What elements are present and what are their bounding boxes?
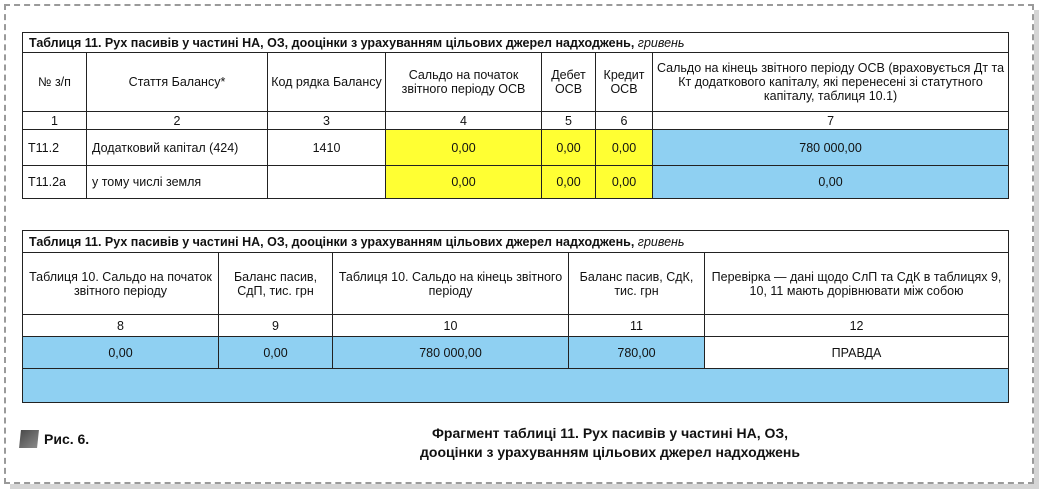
row-id: Т11.2 — [23, 130, 87, 166]
column-number: 4 — [386, 112, 542, 130]
table-row — [23, 337, 1009, 369]
header-cell: Баланс пасив, СдП, тис. грн — [219, 253, 333, 315]
header-cell: Сальдо на початок звітного періоду ОСВ — [386, 53, 542, 112]
credit-cell: 0,00 — [596, 130, 653, 166]
header-cell: Баланс пасив, СдК, тис. грн — [569, 253, 705, 315]
header-cell: № з/п — [23, 53, 87, 112]
closing-balance-cell: 0,00 — [653, 166, 1009, 199]
closing-balance-cell: 780 000,00 — [653, 130, 1009, 166]
opening-balance-cell: 0,00 — [386, 130, 542, 166]
table-row — [23, 130, 1009, 166]
column-number: 10 — [333, 315, 569, 337]
header-cell: Перевірка — дані щодо СлП та СдК в таблицях 9, 10, 11 мають дорівнювати між собою — [705, 253, 1009, 315]
column-number: 2 — [87, 112, 268, 130]
header-cell: Таблиця 10. Сальдо на кінець звітного періоду — [333, 253, 569, 315]
check-result-cell: ПРАВДА — [705, 337, 1009, 369]
column-number: 3 — [268, 112, 386, 130]
line-code: 1410 — [268, 130, 386, 166]
line-code — [268, 166, 386, 199]
header-cell: Код рядка Балансу — [268, 53, 386, 112]
column-number: 5 — [542, 112, 596, 130]
column-number: 9 — [219, 315, 333, 337]
figure-icon — [19, 430, 39, 448]
header-cell: Кредит ОСВ — [596, 53, 653, 112]
frame-shadow — [1034, 10, 1039, 488]
balance-item: Додатковий капітал (424) — [87, 130, 268, 166]
column-number: 6 — [596, 112, 653, 130]
header-cell: Стаття Балансу* — [87, 53, 268, 112]
balance-liability-sdk-cell: 780,00 — [569, 337, 705, 369]
empty-blue-row — [23, 369, 1009, 403]
closing-balance-t10-cell: 780 000,00 — [333, 337, 569, 369]
figure-label — [20, 428, 89, 450]
balance-liability-sdp-cell: 0,00 — [219, 337, 333, 369]
header-cell: Дебет ОСВ — [542, 53, 596, 112]
column-number: 8 — [23, 315, 219, 337]
credit-cell: 0,00 — [596, 166, 653, 199]
caption-line: дооцінки з урахуванням цільових джерел надходжень — [420, 444, 800, 460]
debit-cell: 0,00 — [542, 130, 596, 166]
header-cell: Таблиця 10. Сальдо на початок звітного періоду — [23, 253, 219, 315]
table-title: Таблиця 11. Рух пасивів у частині НА, ОЗ, дооцінки з урахуванням цільових джерел надходжень, гривень — [23, 33, 1009, 53]
table-11-part-1 — [22, 32, 1009, 199]
balance-item: у тому числі земля — [87, 166, 268, 199]
table-row-empty — [23, 369, 1009, 403]
table-title: Таблиця 11. Рух пасивів у частині НА, ОЗ, дооцінки з урахуванням цільових джерел надходжень, гривень — [23, 231, 1009, 253]
column-number: 1 — [23, 112, 87, 130]
debit-cell: 0,00 — [542, 166, 596, 199]
frame-shadow — [10, 484, 1039, 489]
caption-line: Фрагмент таблиці 11. Рух пасивів у частині НА, ОЗ, — [431, 425, 789, 441]
figure-caption — [300, 424, 920, 462]
header-cell: Сальдо на кінець звітного періоду ОСВ (враховується Дт та Кт додаткового капіталу, які перенесені зі статутного капіталу, таблиця 10.1) — [653, 53, 1009, 112]
column-number: 11 — [569, 315, 705, 337]
opening-balance-cell: 0,00 — [386, 166, 542, 199]
table-11-part-2 — [22, 230, 1009, 403]
table-row — [23, 166, 1009, 199]
opening-balance-t10-cell: 0,00 — [23, 337, 219, 369]
column-number: 7 — [653, 112, 1009, 130]
figure-number: Рис. 6. — [44, 431, 90, 447]
column-number: 12 — [705, 315, 1009, 337]
row-id: Т11.2а — [23, 166, 87, 199]
